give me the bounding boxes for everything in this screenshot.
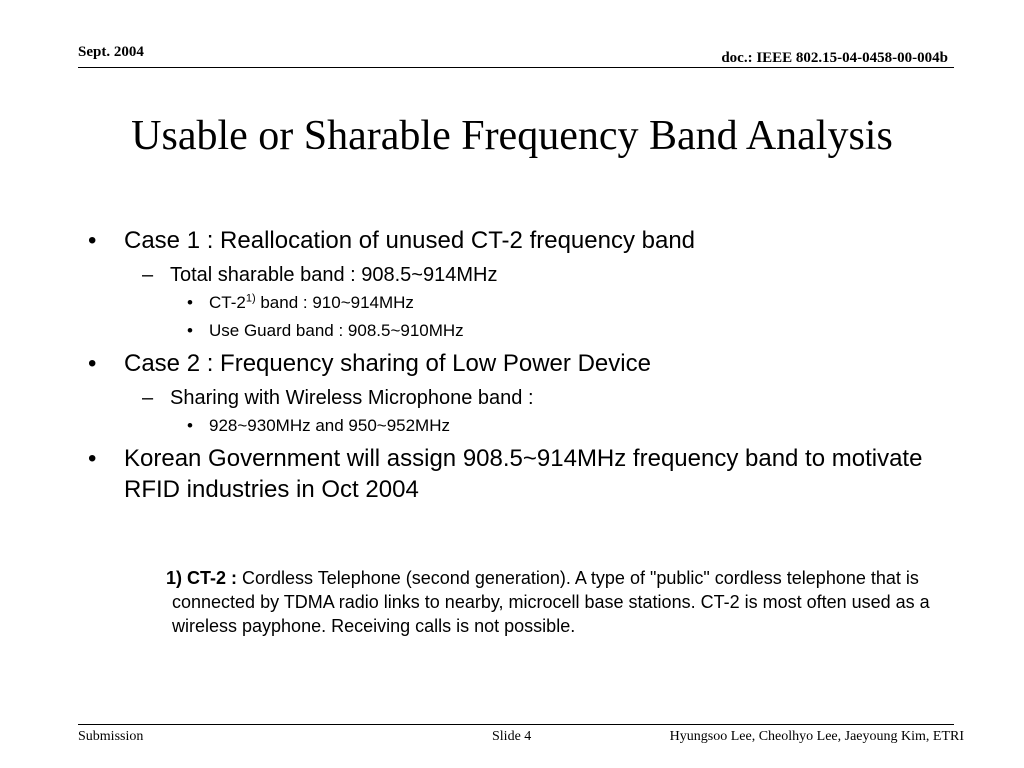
bullet-marker: • [187,416,193,435]
subbullet-case1 [88,262,948,288]
slide-content [88,225,948,511]
bullet-marker: • [88,445,97,472]
slide-title: Usable or Sharable Frequency Band Analysis [131,113,893,159]
footer-divider [78,724,954,725]
item-text: 928~930MHz and 950~952MHz [209,416,450,435]
header-date: Sept. 2004 [78,44,144,60]
footnote [166,566,932,638]
bullet-text: Korean Government will assign 908.5~914MHz frequency band to motivate RFID industries in Oct 2004 [124,445,923,503]
footer-submission: Submission [78,729,144,744]
bullet-text: Case 1 : Reallocation of unused CT-2 frequency band [124,227,696,254]
bullet-case2 [88,348,948,379]
footnote-text: Cordless Telephone (second generation). A type of "public" cordless telephone that is connected by TDMA radio links to nearby, microcell base stations. CT-2 is most often used as a wireless payphone. Receiving calls is not possible. [172,568,930,636]
item-text: Use Guard band : 908.5~910MHz [209,321,464,340]
footer-authors: Hyungsoo Lee, Cheolhyo Lee, Jaeyoung Kim, ETRI [669,729,964,744]
item-mic-bands [88,415,948,437]
bullet-marker: • [187,321,193,340]
item-text-suffix: band : 910~914MHz [255,293,414,312]
subbullet-case2 [88,385,948,411]
bullet-korea [88,443,948,505]
dash-marker: – [142,264,154,286]
footnote-label: 1) CT-2 : [166,568,243,588]
footnote-ref: 1) [245,292,256,305]
item-ct2-band [88,292,948,314]
bullet-marker: • [88,350,97,377]
dash-marker: – [142,387,154,409]
item-guard-band [88,320,948,342]
bullet-case1 [88,225,948,256]
header-doc-id: doc.: IEEE 802.15-04-0458-00-004b [721,50,948,66]
bullet-marker: • [187,293,193,312]
subbullet-text: Sharing with Wireless Microphone band : [170,387,534,409]
bullet-marker: • [88,227,97,254]
subbullet-text: Total sharable band : 908.5~914MHz [170,264,498,286]
footer-slide-number: Slide 4 [492,729,532,744]
bullet-text: Case 2 : Frequency sharing of Low Power Device [124,350,651,377]
header-divider [78,67,954,68]
item-text-prefix: CT-2 [209,293,246,312]
